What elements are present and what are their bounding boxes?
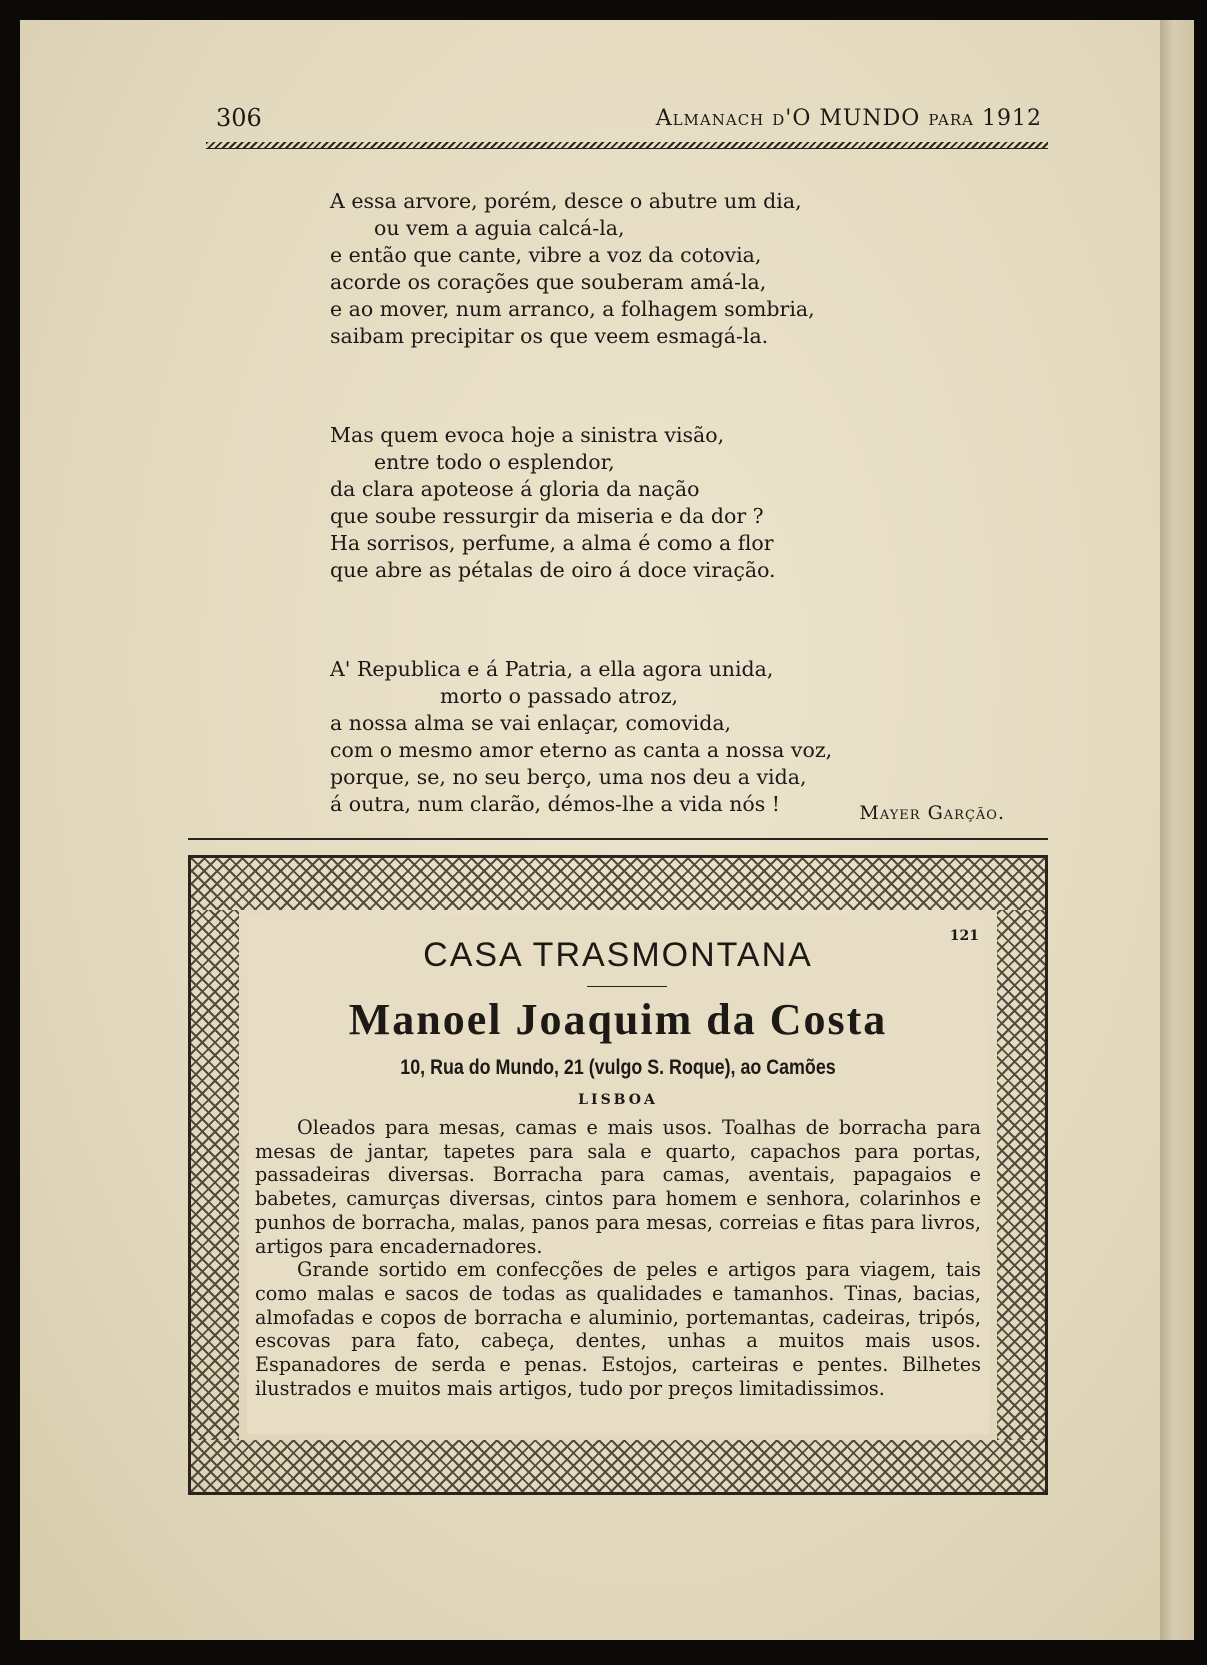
poem-line: que abre as pétalas de oiro á doce viração.	[330, 558, 776, 582]
poem-line: com o mesmo amor eterno as canta a nossa voz,	[330, 738, 833, 762]
ornament-border-top	[191, 858, 1045, 910]
poem	[330, 188, 930, 890]
poem-line: A essa arvore, porém, desce o abutre um dia,	[330, 189, 802, 213]
page-number: 306	[216, 104, 262, 132]
poem-line: acorde os corações que souberam amá-la,	[330, 270, 767, 294]
page-header	[180, 92, 1048, 132]
poem-line: a nossa alma se vai enlaçar, comovida,	[330, 711, 732, 735]
poem-line: ou vem a aguia calcá-la,	[374, 216, 625, 240]
poem-line: saibam precipitar os que veem esmagá-la.	[330, 324, 769, 348]
header-ornamental-rule	[206, 142, 1048, 149]
short-rule	[587, 986, 667, 987]
poem-line: e então que cante, vibre a voz da cotovia,	[330, 243, 762, 267]
shop-name: CASA TRASMONTANA	[423, 936, 813, 974]
book-page	[20, 20, 1160, 1640]
advertisement-body	[247, 916, 989, 1434]
poem-line: da clara apoteose á gloria da nação	[330, 477, 700, 501]
ad-paragraph: Oleados para mesas, camas e mais usos. Toalhas de borracha para mesas de jantar, tapetes para sala e quarto, capachos para portas, passadeiras diversas. Borracha para camas, aventais, papagaios e babetes, camurças diversas, cintos para homem e senhora, colarinhos e punhos de borracha, malas, panos para mesas, correias e fitas para livros, artigos para encadernadores.	[255, 1116, 981, 1258]
shop-address: 10, Rua do Mundo, 21 (vulgo S. Roque), ao Camões	[400, 1056, 836, 1079]
stanza-1	[330, 188, 930, 350]
poem-line: e ao mover, num arranco, a folhagem sombria,	[330, 297, 815, 321]
poem-line: morto o passado atroz,	[440, 684, 679, 708]
owner-name: Manoel Joaquim da Costa	[348, 995, 888, 1044]
poem-line: porque, se, no seu berço, uma nos deu a vida,	[330, 765, 807, 789]
ad-paragraph: Grande sortido em confecções de peles e artigos para viagem, tais como malas e sacos de todas as qualidades e tamanhos. Tinas, bacias, almofadas e copos de borracha e aluminio, portemantas, cadeiras, tripós, escovas para fato, cabeça, dentes, unhas a muitos mais usos. Espanadores de serda e penas. Estojos, carteiras e pentes. Bilhetes ilustrados e muitos mais artigos, tudo por preços limitadissimos.	[255, 1258, 981, 1400]
poem-line: que soube ressurgir da miseria e da dor ?	[330, 504, 764, 528]
running-title: Almanach d'O MUNDO para 1912	[655, 106, 1042, 131]
section-divider	[188, 838, 1048, 840]
stanza-3	[330, 656, 930, 818]
ad-description	[255, 1116, 981, 1400]
poem-line: Mas quem evoca hoje a sinistra visão,	[330, 423, 725, 447]
book-spine	[1160, 20, 1194, 1640]
poem-line: á outra, num clarão, démos-lhe a vida nós !	[330, 792, 781, 816]
advertisement	[188, 855, 1048, 1495]
poem-line: Ha sorrisos, perfume, a alma é como a flor	[330, 531, 774, 555]
ornament-border-bottom	[191, 1440, 1045, 1492]
stanza-2	[330, 422, 930, 584]
ornament-border-left	[191, 910, 239, 1440]
city-name: LISBOA	[578, 1092, 658, 1108]
poem-line: A' Republica e á Patria, a ella agora unida,	[330, 657, 774, 681]
ornament-border-right	[997, 910, 1045, 1440]
poem-line: entre todo o esplendor,	[374, 450, 615, 474]
ad-number: 121	[949, 928, 979, 944]
poem-author: Mayer Garção.	[859, 802, 1005, 824]
